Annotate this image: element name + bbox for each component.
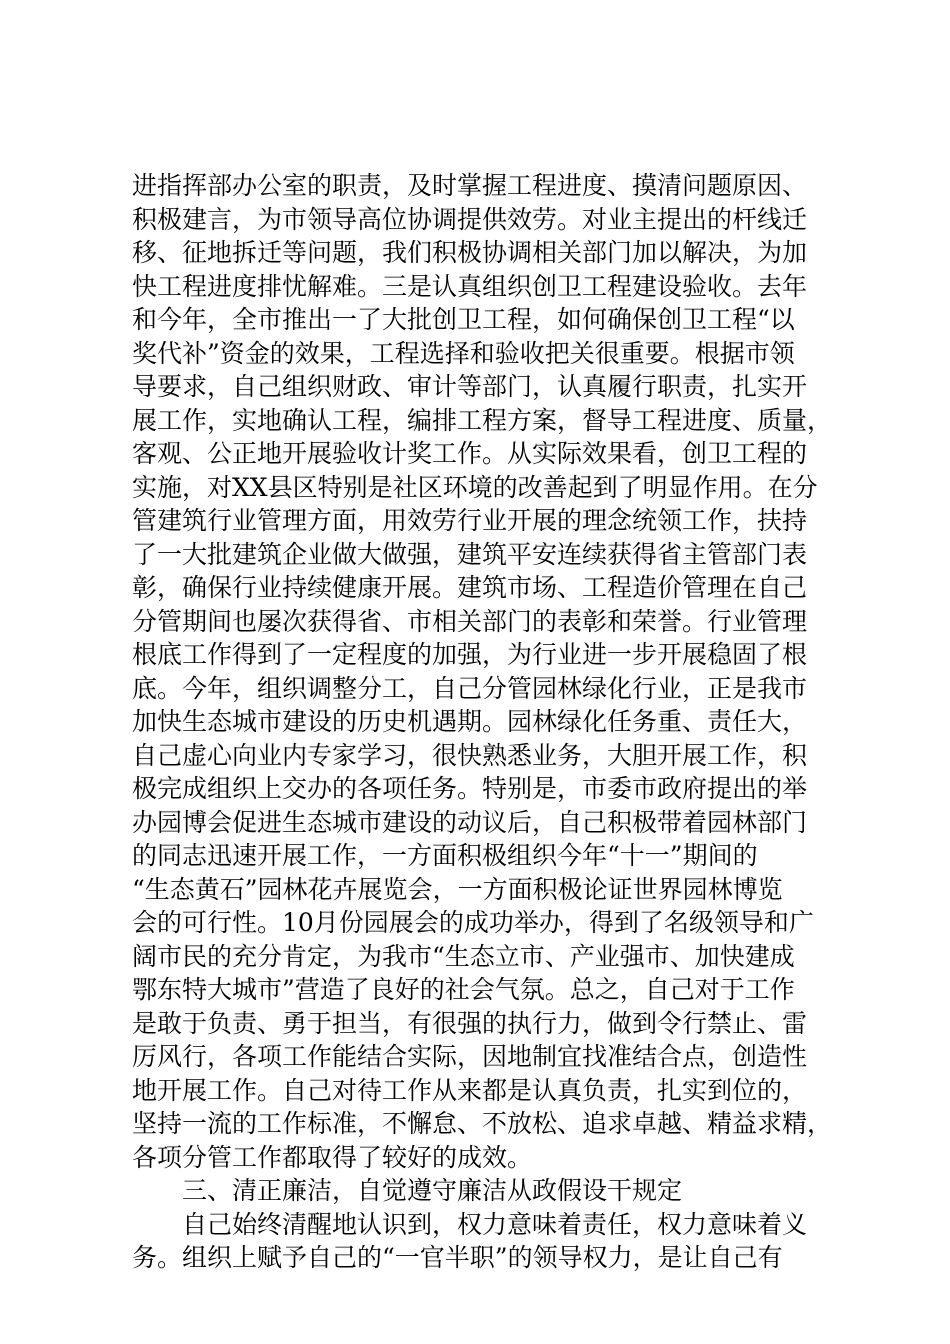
body-line: 鄂东特大城市”营造了良好的社会气氛。总之，自己对于工作: [132, 975, 795, 1004]
body-line: 积极建言，为市领导高位协调提供效劳。对业主提出的杆线迁: [132, 204, 808, 234]
body-line: 加快生态城市建设的历史机遇期。园林绿化任务重、责任大，: [132, 707, 808, 736]
body-line: 了一大批建筑企业做大做强，建筑平安连续获得省主管部门表: [132, 539, 808, 569]
body-line: 底。今年，组织调整分工，自己分管园林绿化行业，正是我市: [132, 673, 808, 703]
body-line: 和今年，全市推出一了大批创卫工程，如何确保创卫工程“以: [132, 305, 795, 334]
body-line: 务。组织上赋予自己的“一官半职”的领导权力，是让自己有: [132, 1243, 783, 1272]
body-line: 展工作，实地确认工程，编排工程方案，督导工程进度、质量，: [132, 405, 833, 435]
body-line: 地开展工作。自己对待工作从来都是认真负责，扎实到位的，: [132, 1075, 808, 1105]
body-line: 导要求，自己组织财政、审计等部门，认真履行职责，扎实开: [132, 372, 808, 401]
body-line: 实施，对XX县区特别是社区环境的改善起到了明显作用。在分: [132, 472, 818, 502]
body-line: 会的可行性。10月份园展会的成功举办，得到了名级领导和广: [132, 908, 814, 937]
body-line: 的同志迅速开展工作，一方面积极组织今年“十一”期间的: [132, 841, 758, 870]
body-line: 管建筑行业管理方面，用效劳行业开展的理念统领工作，扶持: [132, 506, 808, 535]
body-line: 移、征地拆迁等问题，我们积极协调相关部门加以解决，为加: [132, 238, 808, 267]
body-line: 进指挥部办公室的职责，及时掌握工程进度、摸清问题原因、: [132, 171, 808, 200]
body-line: 办园博会促进生态城市建设的动议后，自己积极带着园林部门: [132, 807, 808, 837]
body-line: 彰，确保行业持续健康开展。建筑市场、工程造价管理在自己: [132, 573, 808, 602]
body-line: 分管期间也屡次获得省、市相关部门的表彰和荣誉。行业管理: [132, 606, 808, 636]
body-line: 极完成组织上交办的各项任务。特别是，市委市政府提出的举: [132, 774, 808, 803]
body-line: 自己虚心向业内专家学习，很快熟悉业务，大胆开展工作，积: [132, 740, 808, 770]
body-line: 根底工作得到了一定程度的加强，为行业进一步开展稳固了根: [132, 640, 808, 669]
body-line: 阔市民的充分肯定，为我市“生态立市、产业强市、加快建成: [132, 941, 795, 971]
body-line: 自己始终清醒地认识到，权力意味着责任，权力意味着义: [182, 1209, 808, 1239]
body-line: 客观、公正地开展验收计奖工作。从实际效果看，创卫工程的: [132, 439, 808, 468]
body-line: 各项分管工作都取得了较好的成效。: [132, 1142, 533, 1172]
document-body: [132, 169, 842, 1275]
section-heading: 三、清正廉洁，自觉遵守廉洁从政假设干规定: [182, 1176, 683, 1205]
body-line: 厉风行，各项工作能结合实际，因地制宜找准结合点，创造性: [132, 1042, 808, 1071]
body-line: “生态黄石”园林花卉展览会，一方面积极论证世界园林博览: [132, 874, 783, 904]
body-line: 奖代补”资金的效果，工程选择和验收把关很重要。根据市领: [132, 338, 795, 368]
body-line: 坚持一流的工作标准，不懈怠、不放松、追求卓越、精益求精，: [132, 1109, 833, 1138]
body-line: 是敢于负责、勇于担当，有很强的执行力，做到令行禁止、雷: [132, 1008, 808, 1038]
body-line: 快工程进度排忧解难。三是认真组织创卫工程建设验收。去年: [132, 271, 808, 301]
